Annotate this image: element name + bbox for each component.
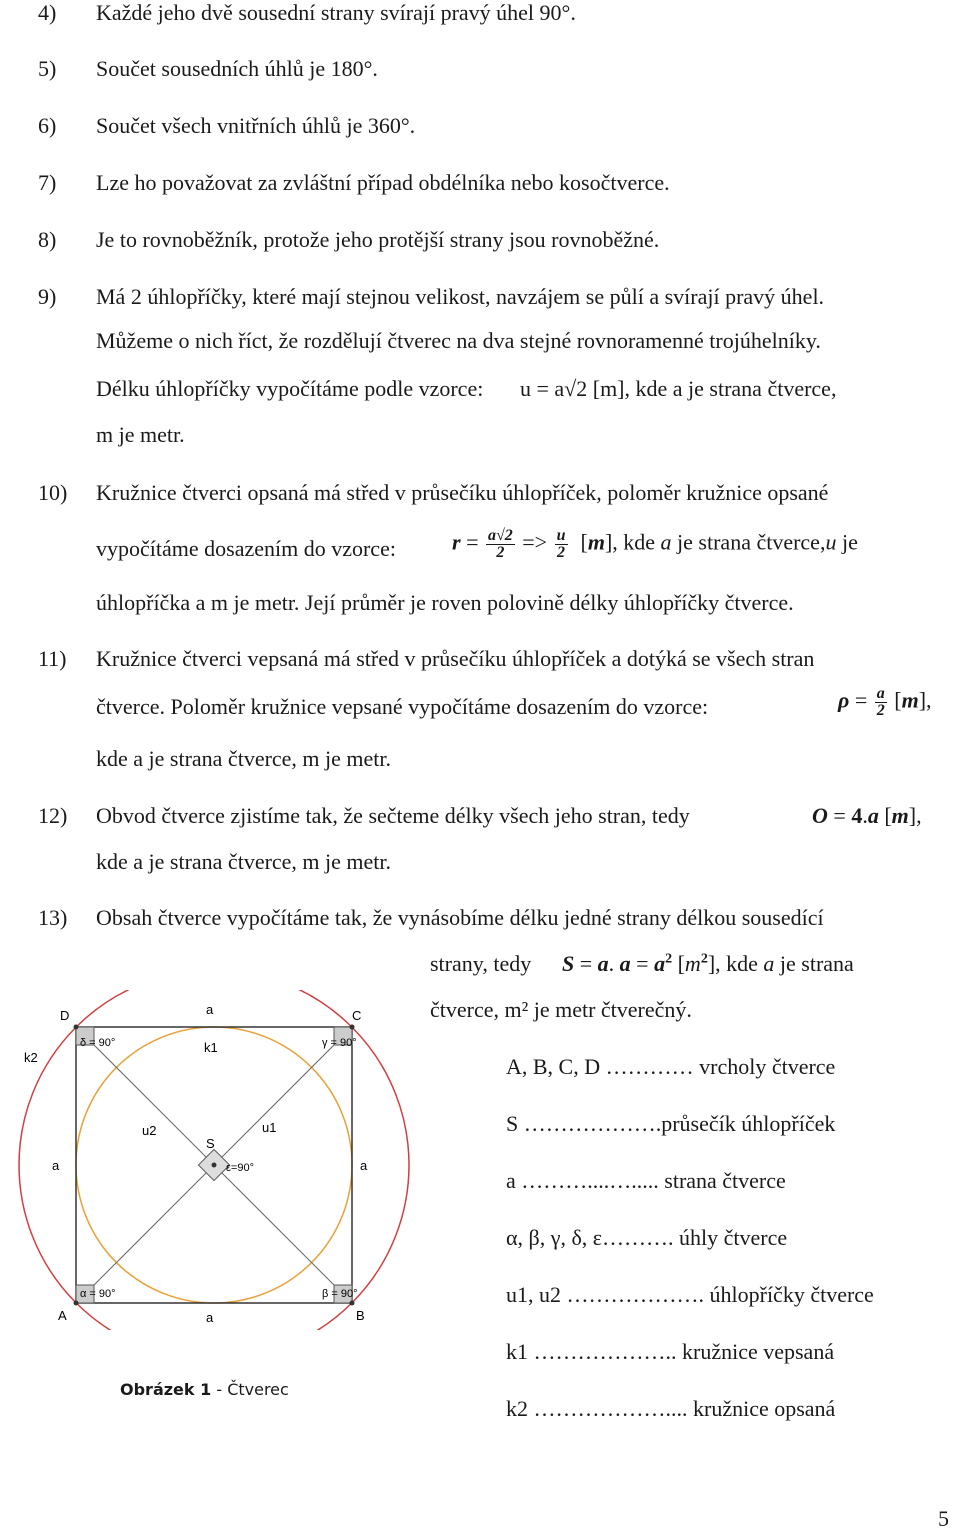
label-beta: β = 90° [322, 1288, 358, 1300]
item-text-line-1: Obvod čtverce zjistíme tak, že sečteme délky všech jeho stran, tedy [96, 803, 690, 828]
label-D: D [60, 1008, 70, 1023]
point-D [74, 1025, 79, 1030]
point-B [350, 1301, 355, 1306]
label-S: S [206, 1136, 215, 1151]
item-text-line-3: kde a je strana čtverce, m je metr. [96, 746, 392, 771]
item-number: 13) [38, 905, 68, 930]
item-text-line-3: čtverce, m² je metr čtverečný. [430, 997, 692, 1022]
perimeter-formula: O = 4.a [m], [812, 803, 922, 828]
area-formula: S = a. $a = a^2$ $[m^2]$, kde a je strana [562, 951, 854, 976]
point-S [212, 1163, 217, 1168]
label-C: C [352, 1008, 362, 1023]
point-C [350, 1025, 355, 1030]
item-text-line-1: Obsah čtverce vypočítáme tak, že vynásobíme délku jedné strany délkou sousedící [96, 905, 824, 930]
item-text: Je to rovnoběžník, protože jeho protější strany jsou rovnoběžné. [96, 227, 660, 252]
label-side-top: a [206, 1002, 214, 1017]
item-text-line-2: Můžeme o nich říct, že rozdělují čtverec na dva stejné rovnoramenné trojúhelníky. [96, 328, 821, 353]
item-text: Lze ho považovat za zvláštní případ obdélníka nebo kosočtverce. [96, 170, 670, 195]
item-number: 11) [38, 646, 67, 671]
label-k1: k1 [204, 1040, 218, 1055]
item-text-line-1: Kružnice čtverci vepsaná má střed v průsečíku úhlopříček a dotýká se všech stran [96, 646, 815, 671]
item-number: 9) [38, 284, 57, 309]
item-text-line-2: strany, tedy [430, 951, 532, 976]
label-side-right: a [360, 1158, 368, 1173]
figure-caption [120, 1380, 289, 1399]
label-k2: k2 [24, 1050, 38, 1065]
diagonal-formula: u = a√2 [m], kde a je strana čtverce, [520, 376, 837, 401]
legend-center: S ……………….průsečík úhlopříček [506, 1111, 836, 1136]
item-number: 7) [38, 170, 57, 195]
item-text-line-3: úhlopříčka a m je metr. Její průměr je roven polovině délky úhlopříčky čtverce. [96, 590, 794, 615]
legend-circumcircle: k2 ……………….... kružnice opsaná [506, 1396, 836, 1421]
item-number: 10) [38, 480, 68, 505]
legend-diagonals: u1, u2 ………………. úhlopříčky čtverce [506, 1282, 874, 1307]
item-number: 8) [38, 227, 57, 252]
item-text: Součet všech vnitřních úhlů je 360°. [96, 113, 416, 138]
page-number: 5 [938, 1506, 949, 1531]
label-epsilon: ε=90° [226, 1162, 254, 1174]
label-alpha: α = 90° [80, 1288, 116, 1300]
item-text-line-2: čtverce. Poloměr kružnice vepsané vypočítáme dosazením do vzorce: [96, 694, 709, 719]
item-number: 6) [38, 113, 57, 138]
label-side-bottom: a [206, 1310, 214, 1325]
square-figure [18, 990, 418, 1330]
item-number: 5) [38, 56, 57, 81]
item-text-line-2: vypočítáme dosazením do vzorce: [96, 536, 396, 561]
point-A [74, 1301, 79, 1306]
label-u2: u2 [142, 1123, 157, 1138]
label-A: A [58, 1308, 67, 1323]
item-text: Každé jeho dvě sousední strany svírají pravý úhel 90°. [96, 0, 576, 25]
item-number: 4) [38, 0, 57, 25]
item-text-line-3: Délku úhlopříčky vypočítáme podle vzorce: [96, 376, 484, 401]
legend-side: a ………....…..... strana čtverce [506, 1168, 786, 1193]
item-text-line-4: m je metr. [96, 422, 185, 447]
caption-text: - Čtverec [211, 1380, 289, 1399]
label-u1: u1 [262, 1120, 277, 1135]
label-side-left: a [52, 1158, 60, 1173]
inradius-formula: ρ = $\frac{a}{2}$ [m], [838, 685, 932, 719]
label-delta: δ = 90° [80, 1037, 116, 1049]
caption-label: Obrázek 1 [120, 1380, 212, 1399]
item-text: Součet sousedních úhlů je 180°. [96, 56, 378, 81]
circumradius-formula: r = $\frac{a√2}{2}$ => $\frac{u}{2}$ [m], kde a je strana čtverce,u je [452, 527, 858, 561]
item-number: 12) [38, 803, 68, 828]
legend-angles: α, β, γ, δ, ε………. úhly čtverce [506, 1225, 788, 1250]
item-text-line-1: Má 2 úhlopříčky, které mají stejnou velikost, navzájem se půlí a svírají pravý úhel. [96, 284, 825, 309]
label-gamma: γ = 90° [322, 1037, 357, 1049]
item-text-line-2: kde a je strana čtverce, m je metr. [96, 849, 392, 874]
legend-vertices: A, B, C, D ………… vrcholy čtverce [506, 1054, 836, 1079]
item-text-line-1: Kružnice čtverci opsaná má střed v průsečíku úhlopříček, poloměr kružnice opsané [96, 480, 829, 505]
legend-incircle: k1 ……………….. kružnice vepsaná [506, 1339, 835, 1364]
label-B: B [356, 1308, 365, 1323]
